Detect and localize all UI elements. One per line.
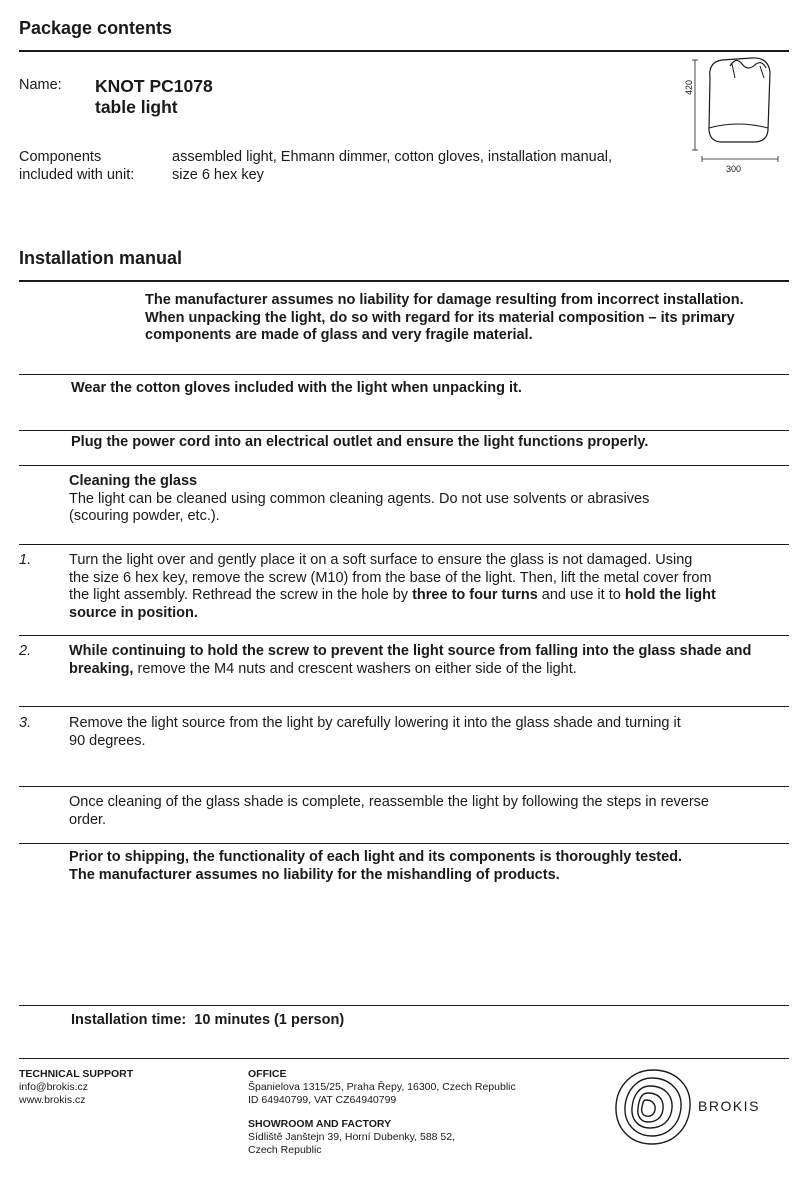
divider (19, 635, 789, 636)
components-label (19, 149, 134, 184)
divider (19, 50, 789, 52)
step-1-line1: Turn the light over and gently place it on a soft surface to ensure the glass is not damaged. Using (69, 552, 693, 568)
installation-time (71, 1012, 344, 1030)
divider (19, 706, 789, 707)
office-info (248, 1068, 516, 1107)
plug-note: Plug the power cord into an electrical outlet and ensure the light functions properly. (71, 434, 649, 450)
cleaning-section (69, 473, 649, 526)
components-value-line2: size 6 hex key (172, 166, 264, 183)
step-2-line1: While continuing to hold the screw to prevent the light source from falling into the glass shade and (69, 643, 752, 659)
technical-support (19, 1068, 133, 1107)
step-1-line2: the size 6 hex key, remove the screw (M10) from the base of the light. Then, lift the metal cover from (69, 569, 712, 586)
support-email-link[interactable]: info@brokis.cz (19, 1081, 89, 1093)
product-name-line2: table light (95, 97, 178, 117)
showroom-address-line2: Czech Republic (248, 1144, 322, 1156)
step-1-line3-b: three to four turns (412, 587, 538, 603)
liability-warning (145, 292, 744, 345)
liability-warning-line3: components are made of glass and very fragile material. (145, 327, 533, 343)
cleaning-title: Cleaning the glass (69, 473, 198, 489)
components-value (172, 149, 612, 184)
support-web-link[interactable]: www.brokis.cz (19, 1094, 86, 1106)
divider (19, 1005, 789, 1006)
package-contents-heading: Package contents (19, 18, 173, 38)
step-2-text (69, 643, 751, 678)
divider (19, 280, 789, 282)
reassemble-line1: Once cleaning of the glass shade is complete, reassemble the light by following the steps in reverse (69, 794, 709, 810)
reassemble-note (69, 794, 709, 829)
step-1-line4: source in position. (69, 604, 198, 621)
step-2-line2 (69, 661, 751, 679)
divider (19, 374, 789, 375)
showroom-info (248, 1118, 455, 1157)
step-1-line3-a: the light assembly. Rethread the screw in the hole by (69, 587, 413, 603)
tested-line1: Prior to shipping, the functionality of each light and its components is thoroughly tested. (69, 849, 683, 865)
cleaning-text-line2: (scouring powder, etc.). (69, 508, 220, 524)
components-label-line1: Components (19, 149, 102, 165)
cleaning-text-line1: The light can be cleaned using common cleaning agents. Do not use solvents or abrasives (69, 490, 650, 507)
divider (19, 843, 789, 844)
product-dimension-drawing (680, 50, 790, 180)
office-title: OFFICE (248, 1068, 287, 1080)
step-2-number: 2. (19, 643, 32, 659)
installation-time-value: 10 minutes (1 person) (194, 1012, 345, 1028)
step-1-number: 1. (19, 552, 32, 568)
office-address: Španielova 1315/25, Praha Řepy, 16300, Czech Republic (248, 1081, 516, 1093)
showroom-address-line1: Sídliště Janštejn 39, Horní Dubenky, 588 52, (248, 1131, 456, 1143)
reassemble-line2: order. (69, 811, 107, 828)
step-1-text (69, 552, 716, 622)
components-value-line1: assembled light, Ehmann dimmer, cotton gloves, installation manual, (172, 149, 613, 165)
components-label-line2: included with unit: (19, 166, 135, 183)
name-label: Name: (19, 77, 62, 93)
step-2-line2-b: remove the M4 nuts and crescent washers on either side of the light. (133, 660, 577, 677)
product-name (95, 76, 213, 118)
dimension-height: 420 (684, 79, 694, 95)
brokis-logo-icon (612, 1066, 694, 1148)
footer-divider (19, 1058, 789, 1059)
product-name-line1: KNOT PC1078 (95, 76, 213, 96)
step-3-line2: 90 degrees. (69, 732, 146, 749)
brand-name: BROKIS (698, 1098, 760, 1114)
tested-note (69, 849, 682, 884)
dimension-width: 300 (726, 164, 742, 174)
liability-warning-line2: When unpacking the light, do so with regard for its material composition – its primary (145, 309, 735, 326)
tested-line2: The manufacturer assumes no liability for the mishandling of products. (69, 866, 560, 883)
step-2-line2-a: breaking, (69, 660, 134, 677)
installation-manual-heading: Installation manual (19, 248, 183, 268)
installation-time-label: Installation time: (71, 1012, 187, 1028)
step-1-line3 (69, 587, 716, 605)
divider (19, 544, 789, 545)
showroom-title: SHOWROOM AND FACTORY (248, 1118, 392, 1130)
step-1-line3-c: and use it to (537, 587, 625, 603)
divider (19, 465, 789, 466)
support-title: TECHNICAL SUPPORT (19, 1068, 134, 1080)
divider (19, 786, 789, 787)
gloves-note: Wear the cotton gloves included with the light when unpacking it. (71, 380, 522, 396)
office-ids: ID 64940799, VAT CZ64940799 (248, 1094, 397, 1106)
step-3-line1: Remove the light source from the light by carefully lowering it into the glass shade and turning it (69, 715, 681, 731)
step-3-number: 3. (19, 715, 32, 731)
step-3-text (69, 715, 681, 750)
divider (19, 430, 789, 431)
step-1-line3-d: hold the light (624, 587, 716, 603)
liability-warning-line1: The manufacturer assumes no liability for damage resulting from incorrect installation. (145, 292, 744, 308)
